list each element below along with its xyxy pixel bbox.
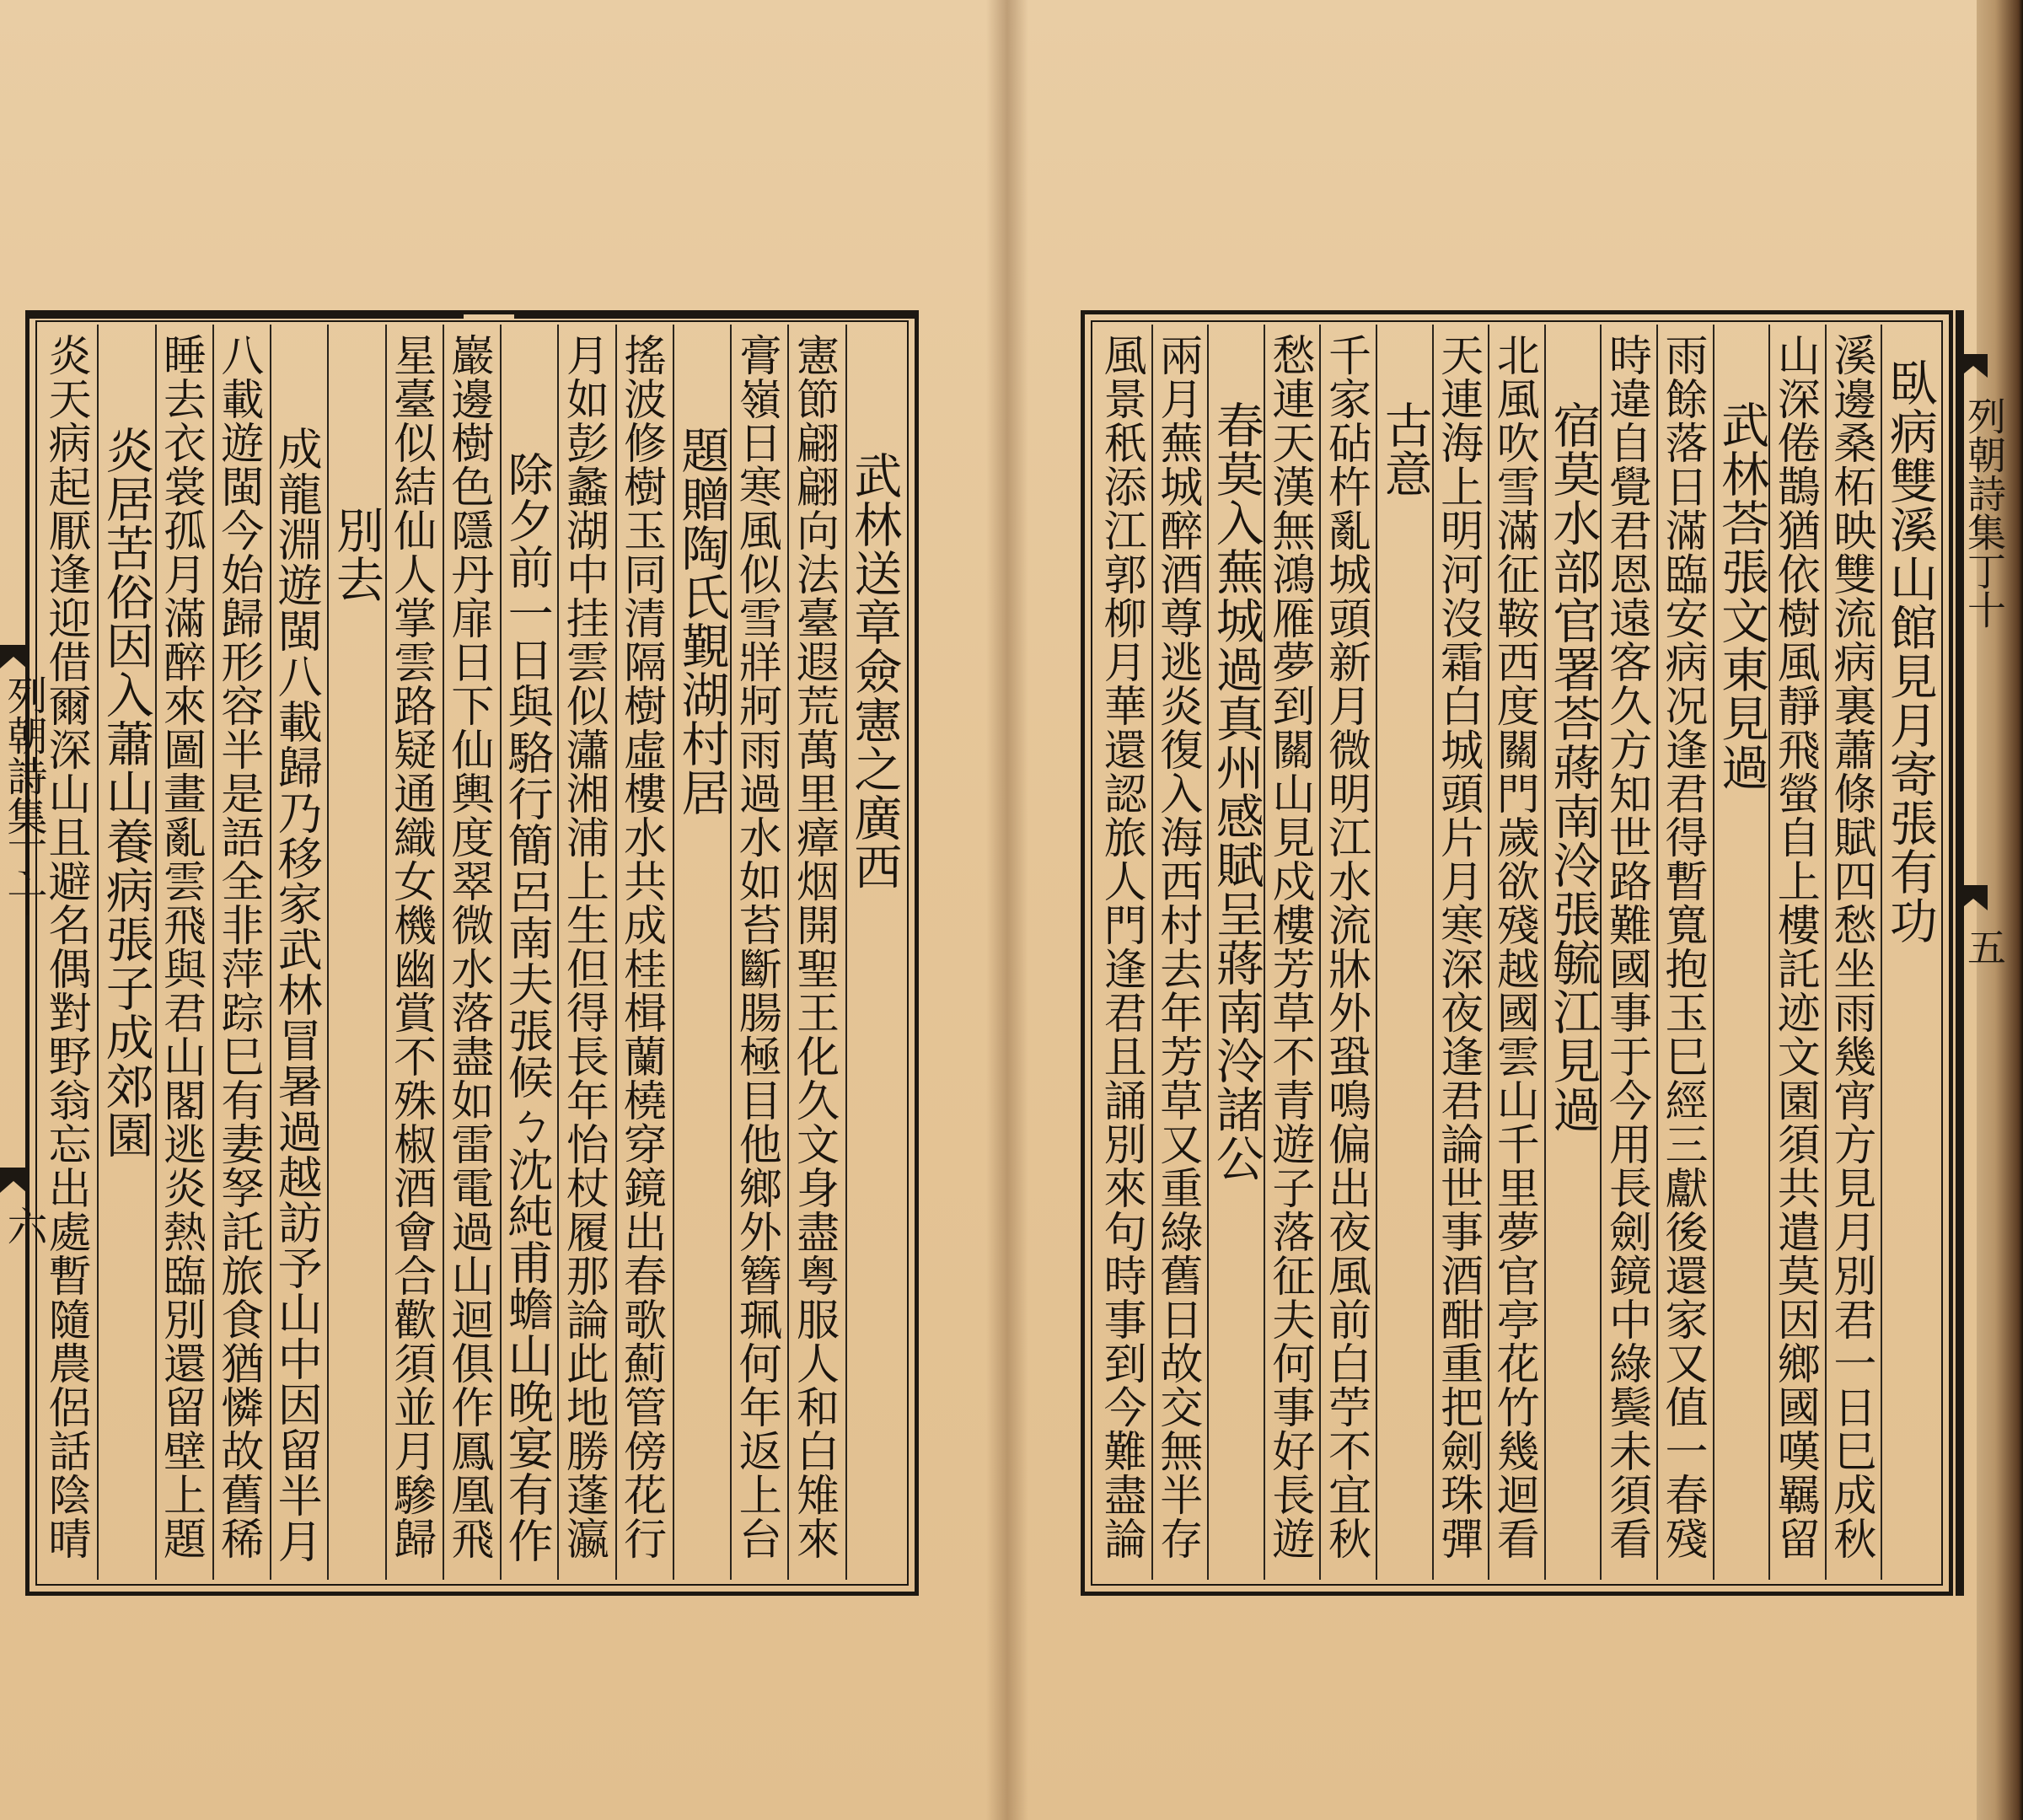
poem-line: 溪邊桑柘映雙流病裏蕭條賦四愁坐雨幾宵方見月別君一日巳成秋 (1825, 333, 1875, 1560)
fishtail-icon (1959, 354, 1988, 379)
right-col-6 (1600, 325, 1656, 1580)
right-col-4 (1713, 325, 1769, 1580)
right-col-11 (1319, 325, 1376, 1580)
poem-line: 北風吹雪滿征鞍西度關門歲欲殘越國雲山千里夢官亭花竹幾迴看 (1489, 333, 1539, 1560)
left-col-14 (97, 325, 154, 1580)
left-col-10 (327, 325, 384, 1580)
left-col-6 (557, 325, 614, 1580)
fishtail-icon (0, 645, 27, 670)
right-col-15 (1097, 325, 1151, 1580)
right-text-frame (1081, 310, 1953, 1596)
poem-title: 別去 (328, 506, 384, 604)
poem-line: 千家砧杵亂城頭新月微明江水流牀外蛩鳴偏出夜風前白苧不宜秋 (1320, 333, 1371, 1560)
poem-line: 睡去衣裳孤月滿醉來圖畫亂雲飛與君山閣逃炎熱臨別還留壁上題 (155, 333, 206, 1560)
right-col-14 (1151, 325, 1208, 1580)
fishtail-icon (1959, 885, 1988, 910)
right-col-12 (1264, 325, 1320, 1580)
left-col-12 (212, 325, 270, 1580)
right-col-5 (1656, 325, 1713, 1580)
poem-line: 巖邊樹色隱丹扉日下仙輿度翠微水落盡如雷電過山迴俱作鳳凰飛 (443, 333, 493, 1560)
poem-title: 成龍淵遊閩八載歸乃移家武林冒暑過越訪予山中因留半月 (271, 426, 323, 1564)
left-col-15 (41, 325, 97, 1580)
poem-line: 愁連天漢無鴻雁夢到關山見戍樓芳草不青遊子落征夫何事好長遊 (1264, 333, 1314, 1560)
right-col-1 (1881, 325, 1937, 1580)
poem-line: 搖波修樹玉同清隔樹虛樓水共成桂楫蘭橈穿鏡出春歌薊管傍花行 (615, 333, 666, 1560)
right-fold-margin (1956, 0, 2007, 1602)
left-col-8 (443, 325, 500, 1580)
poem-title: 臥病雙溪山館見月寄張有功 (1881, 358, 1938, 945)
right-col-2 (1825, 325, 1881, 1580)
poem-title: 除夕前一日與駱行簡呂南夫張候ㄅ沈純甫蟾山晚宴有作 (501, 451, 555, 1564)
left-col-9 (385, 325, 443, 1580)
left-columns (41, 325, 903, 1580)
banxin-leaf-number: 六 (0, 1205, 47, 1246)
poem-line: 膏嶺日寒風似雪牂牁雨過水如苔斷腸極目他鄉外簪珮何年返上台 (731, 333, 781, 1560)
poem-title: 題贈陶氏覲湖村居 (673, 426, 729, 817)
poem-line: 憲節翩翩向法臺遐荒萬里瘴烟開聖王化久文身盡粤服人和白雉來 (788, 333, 839, 1560)
poem-title: 古意 (1376, 400, 1433, 498)
left-col-1 (845, 325, 903, 1580)
banxin-title: 列朝詩集丁十 (1961, 396, 2007, 629)
poem-line: 風景秖添江郭柳月華還認旅人門逢君且誦別來句時事到今難盡論 (1096, 333, 1146, 1560)
left-col-7 (500, 325, 557, 1580)
poem-line: 八載遊閩今始歸形容半是語全非萍踪巳有妻孥託旅食猶憐故舊稀 (212, 333, 263, 1560)
poem-line: 星臺似結仙人掌雲路疑通織女機幽賞不殊椒酒會合歡須並月驂歸 (385, 333, 436, 1560)
left-col-5 (615, 325, 673, 1580)
banxin-title: 列朝詩集丁十 (0, 674, 47, 917)
poem-title: 宿莫水部官署荅蔣南泠張毓江見過 (1544, 400, 1601, 1134)
left-col-13 (155, 325, 212, 1580)
right-col-13 (1207, 325, 1264, 1580)
right-col-3 (1768, 325, 1825, 1580)
left-text-frame (25, 310, 919, 1596)
poem-title: 武林荅張文東見過 (1713, 400, 1769, 792)
poem-line: 山深倦鵲猶依樹風靜飛螢自上樓託迹文園須共遣莫因鄉國嘆羈留 (1769, 333, 1820, 1560)
poem-title: 炎居苦俗因入蕭山養病張子成郊園 (98, 426, 154, 1159)
right-col-7 (1544, 325, 1601, 1580)
poem-line: 天連海上明河沒霜白城頭片月寒深夜逢君論世事酒酣重把劍珠彈 (1432, 333, 1483, 1560)
poem-line: 時違自覺君恩遠客久方知世路難國事于今用長劍鏡中綠鬓未須看 (1601, 333, 1651, 1560)
poem-line: 月如彭蠡湖中挂雲似瀟湘浦上生但得長年怡杖履那論此地勝蓬瀛 (558, 333, 609, 1560)
left-col-3 (730, 325, 787, 1580)
poem-line: 炎天病起厭逢迎借爾深山且避名偶對野翁忘出處暫隨農侶話陰晴 (40, 333, 91, 1560)
right-col-9 (1432, 325, 1489, 1580)
banxin-leaf-number: 五 (1961, 927, 2007, 966)
left-col-4 (673, 325, 730, 1580)
fishtail-icon (0, 1168, 27, 1193)
left-col-11 (270, 325, 327, 1580)
poem-line: 兩月蕪城醉酒尊逃炎復入海西村去年芳草又重綠舊日故交無半存 (1151, 333, 1202, 1560)
book-gutter (986, 0, 1028, 1820)
left-col-2 (787, 325, 845, 1580)
poem-title: 武林送章僉憲之廣西 (845, 451, 902, 891)
right-columns (1097, 325, 1937, 1580)
left-fold-margin (0, 329, 47, 1576)
poem-title: 春莫入蕪城過真州感賦呈蔣南泠諸公 (1208, 400, 1264, 1183)
poem-line: 雨餘落日滿臨安病况逢君得暫寬抱玉巳經三獻後還家又值一春殘 (1657, 333, 1708, 1560)
right-col-8 (1488, 325, 1544, 1580)
right-col-10 (1376, 325, 1432, 1580)
